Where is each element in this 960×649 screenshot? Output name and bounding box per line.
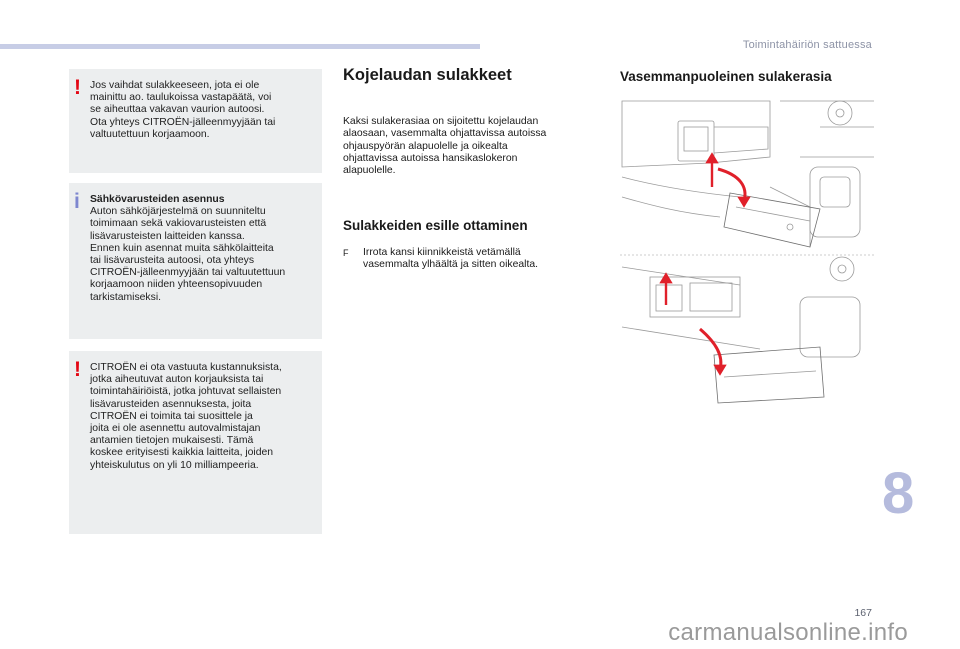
step-bullet-icon: F [343,248,349,258]
header-accent-bar [0,44,480,49]
fusebox-diagram [620,97,874,407]
section-title: Toimintahäiriön sattuessa [742,39,872,51]
warning-icon: ! [74,76,81,99]
warning-icon: ! [74,358,81,381]
page-number: 167 [854,607,872,619]
warning-note-text: CITROËN ei ota vastuuta kustannuksista, jotka aiheutuvat auton korjauksista tai toimintahäiriöistä, jotka johtuvat sellaisten lisävarusteiden asennuksesta, joita CITROËN ei toimita tai suosittele ja joita ei ole asennettu autovalmistajan antamien tietojen mukaisesti. Tämä koskee erityisesti kaikkia laitteita, joiden yhteiskulutus on yli 10 milliampeeria. [90,362,282,471]
info-icon: i [74,190,80,213]
fusebox-illustration [620,97,874,407]
chapter-number: 8 [882,461,915,526]
warning-note-liability [69,351,322,534]
page-title: Kojelaudan sulakkeet [343,66,512,84]
warning-note-fuses [69,69,322,173]
section-heading: Sulakkeiden esille ottaminen [343,218,528,233]
info-note-text: Sähkövarusteiden asennus Auton sähköjärjestelmä on suunniteltu toimimaan sekä vakiovarusteisten että lisävarusteisten laitteiden kanssa. Ennen kuin asennat muita sähkölaitteita tai lisävarusteita autoosi, ota yhteys CITROËN-jälleenmyyjään tai valtuutettuun korjaamoon niiden yhteensopivuuden tarkistamiseksi. [90,194,319,304]
fusebox-heading: Vasemmanpuoleinen sulakerasia [620,69,832,84]
warning-note-text: Jos vaihdat sulakkeeseen, jota ei ole mainittu ao. taulukoissa vastapäätä, voi se aiheuttaa vakavan vaurion autoosi. Ota yhteys CITROËN-jälleenmyyjään tai valtuutettuun korjaamoon. [90,80,276,140]
watermark: carmanualsonline.info [668,619,908,646]
info-note-electrical [69,183,322,339]
intro-paragraph: Kaksi sulakerasiaa on sijoitettu kojelaudan alaosaan, vasemmalta ohjattavissa autoissa ohjauspyörän alapuolelle ja oikealta ohjattavissa autoissa hansikaslokeron alapuolelle. [343,116,547,177]
info-note-title: Sähkövarusteiden asennus [90,194,225,205]
